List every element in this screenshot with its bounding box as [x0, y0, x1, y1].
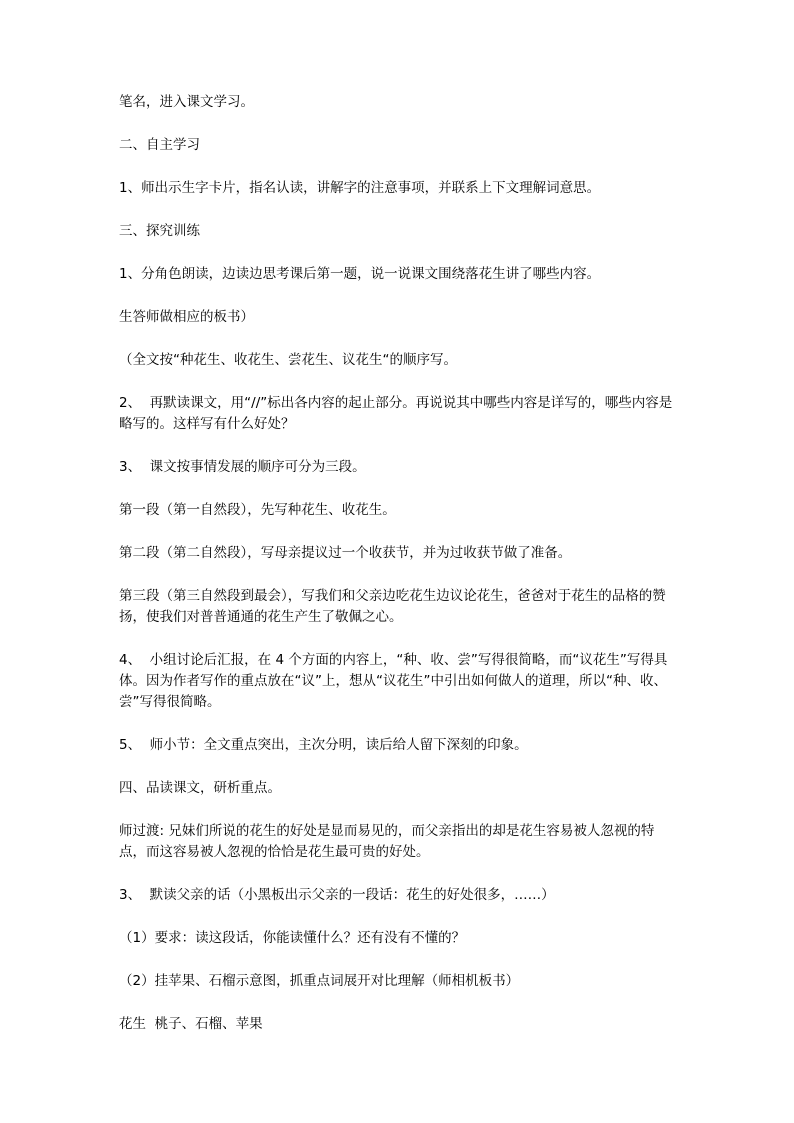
- paragraph-17: 3、 默读父亲的话（小黑板出示父亲的一段话：花生的好处很多，……）: [119, 887, 555, 903]
- paragraph-9: 3、 课文按事情发展的顺序可分为三段。: [119, 459, 366, 475]
- paragraph-6: 生答师做相应的板书）: [119, 309, 254, 325]
- paragraph-18: （1）要求：读这段话，你能读懂什么？还有没有不懂的？: [119, 930, 466, 946]
- paragraph-13: 4、 小组讨论后汇报，在 4 个方面的内容上，“种、收、尝”写得很简略，而“议花生”写得具体。因为作者写作的重点放在“议”上，想从“议花生”中引出如何做人的道理，所以“种、收、尝”写得很简略。: [119, 652, 668, 710]
- paragraph-16: 师过渡: 兄妹们所说的花生的好处是显而易见的，而父亲指出的却是花生容易被人忽视的特点，而这容易被人忽视的恰恰是花生最可贵的好处。: [119, 823, 655, 860]
- section-heading-3: 三、探究训练: [119, 223, 200, 239]
- paragraph-5: 1、分角色朗读，边读边思考课后第一题，说一说课文围绕落花生讲了哪些内容。: [119, 266, 601, 282]
- paragraph-1: 笔名，进入课文学习。: [119, 94, 254, 110]
- paragraph-14: 5、 师小节：全文重点突出，主次分明，读后给人留下深刻的印象。: [119, 737, 528, 753]
- paragraph-7: （全文按“种花生、收花生、尝花生、议花生“的顺序写。: [119, 352, 457, 368]
- paragraph-3: 1、师出示生字卡片，指名认读，讲解字的注意事项，并联系上下文理解词意思。: [119, 180, 601, 196]
- document-page: [119, 92, 679, 1057]
- paragraph-12: 第三段（第三自然段到最会），写我们和父亲边吃花生边议论花生，爸爸对于花生的品格的赞扬，使我们对普普通通的花生产生了敬佩之心。: [119, 588, 666, 625]
- paragraph-20: 花生 桃子、石榴、苹果: [119, 1016, 263, 1032]
- paragraph-8: 2、 再默读课文，用“//”标出各内容的起止部分。再说说其中哪些内容是详写的，哪些内容是略写的。这样写有什么好处？: [119, 395, 673, 432]
- section-heading-2: 二、自主学习: [119, 137, 200, 153]
- paragraph-11: 第二段（第二自然段），写母亲提议过一个收获节，并为过收获节做了准备。: [119, 545, 572, 561]
- paragraph-10: 第一段（第一自然段），先写种花生、收花生。: [119, 502, 396, 518]
- paragraph-19: （2）挂苹果、石榴示意图，抓重点词展开对比理解（师相机板书）: [119, 973, 520, 989]
- section-heading-4: 四、品读课文，研析重点。: [119, 780, 281, 796]
